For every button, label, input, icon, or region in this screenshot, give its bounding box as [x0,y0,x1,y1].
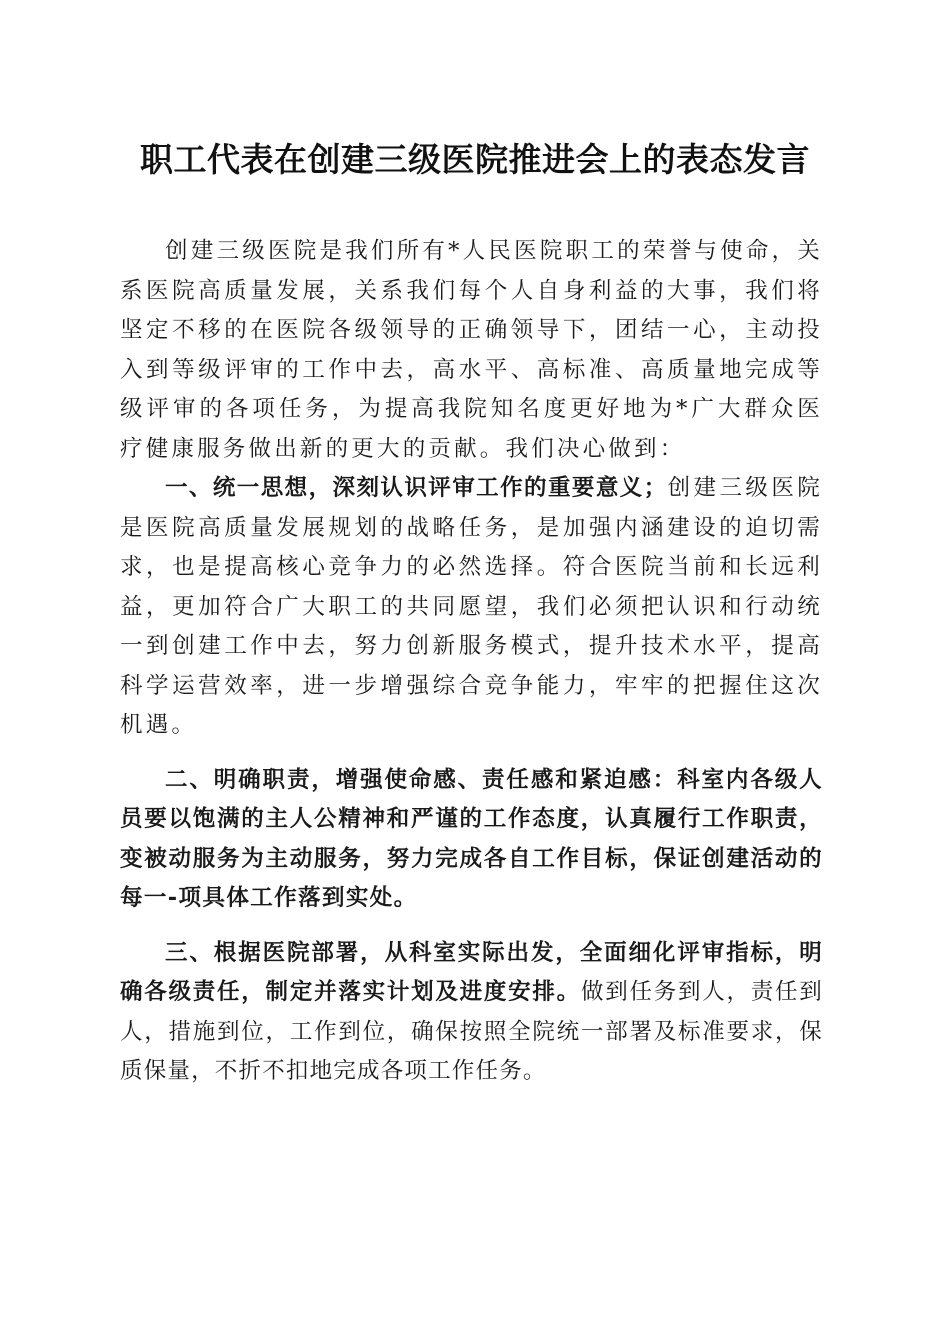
section-3-heading: 三、根据医院部署，从科室实际出发，全面细化评审指标，明确各级责任，制定并落实计划及进度安排。 [120,939,823,1005]
section-3-text: 做到任务到人，责任到人，措施到位，工作到位，确保按照全院统一部署及标准要求，保质保量，不折不扣地完成各项工作任务。 [120,979,823,1084]
section-1-heading: 一、统一思想，深刻认识评审工作的重要意义； [165,475,668,501]
document-title: 职工代表在创建三级医院推进会上的表态发言 [140,140,810,179]
paragraph-intro [120,232,823,469]
section-1-text: 创建三级医院是医院高质量发展规划的战略任务，是加强内涵建设的迫切需求，也是提高核心竞争力的必然选择。符合医院当前和长远利益，更加符合广大职工的共同愿望，我们必须把认识和行动统一到创建工作中去，努力创新服务模式，提升技术水平，提高科学运营效率，进一步增强综合竞争能力，牢牢的把握住这次机遇。 [120,475,823,738]
section-2-heading: 二、明确职责，增强使命感、责任感和紧迫感： [165,766,678,793]
document-body [120,232,823,1092]
paragraph-section-3 [120,934,823,1092]
paragraph-section-2 [120,761,823,919]
paragraph-section-1 [120,469,823,746]
section-2-text: 科室内各级人员要以饱满的主人公精神和严谨的工作态度，认真履行工作职责，变被动服务为主动服务，努力完成各自工作目标，保证创建活动的每一-项具体工作落到实处。 [120,766,823,911]
paragraph-intro-text: 创建三级医院是我们所有*人民医院职工的荣誉与使命，关系医院高质量发展，关系我们每个人自身利益的大事，我们将坚定不移的在医院各级领导的正确领导下，团结一心，主动投入到等级评审的工作中去，高水平、高标准、高质量地完成等级评审的各项任务，为提高我院知名度更好地为*广大群众医疗健康服务做出新的更大的贡献。我们决心做到： [120,238,823,462]
